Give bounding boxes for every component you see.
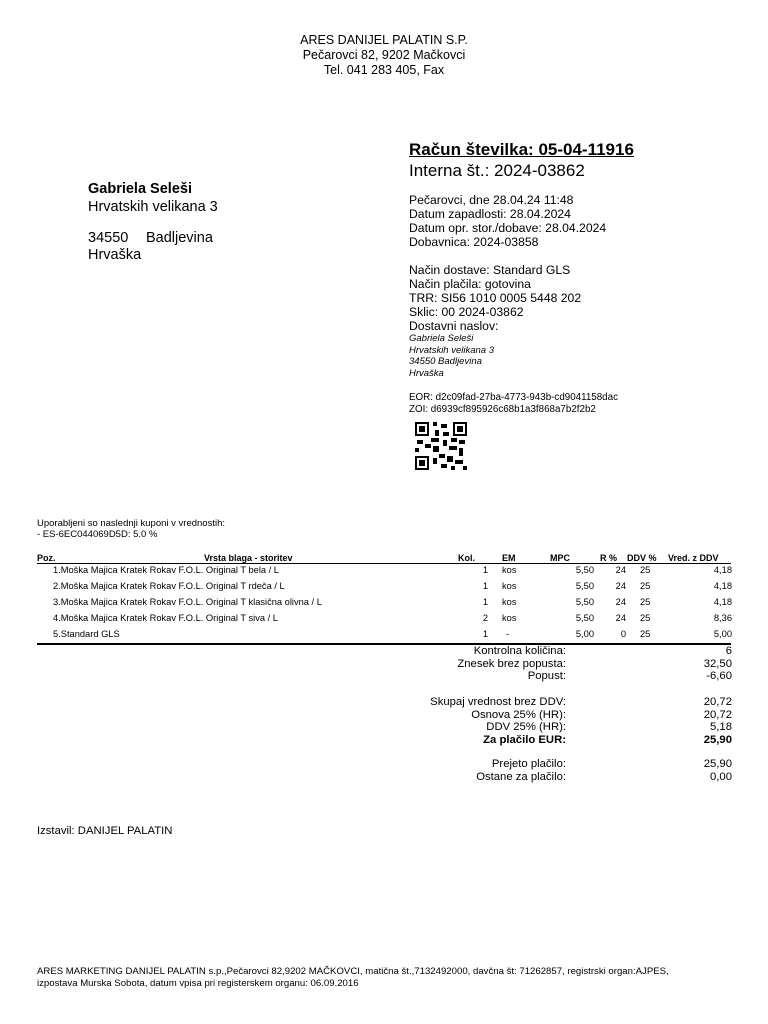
table-row-mpc: 5,50 <box>575 597 594 607</box>
total-label: Ostane za plačilo: <box>476 771 566 783</box>
date-line: Pečarovci, dne 28.04.24 11:48 <box>409 193 574 207</box>
table-row-kol: 2 <box>482 613 488 623</box>
delivery-line: 34550 Badljevina <box>409 356 482 367</box>
company-contact: Tel. 041 283 405, Fax <box>323 63 445 77</box>
table-row-r: 24 <box>615 565 626 575</box>
table-row-desc: 5.Standard GLS <box>53 629 120 639</box>
date-line: Datum opr. stor./dobave: 28.04.2024 <box>409 221 607 235</box>
table-row-kol: 1 <box>482 565 488 575</box>
invoice-number: Račun številka: 05-04-11916 <box>409 140 634 159</box>
date-line: Datum zapadlosti: 28.04.2024 <box>409 207 571 221</box>
company-name: ARES DANIJEL PALATIN S.P. <box>300 33 468 47</box>
table-row-mpc: 5,00 <box>575 629 594 639</box>
total-value: 20,72 <box>703 709 732 721</box>
customer-country: Hrvaška <box>88 247 142 263</box>
total-label: Skupaj vrednost brez DDV: <box>430 696 566 708</box>
table-row-r: 0 <box>620 629 626 639</box>
table-row-mpc: 5,50 <box>575 613 594 623</box>
customer-city: Badljevina <box>146 230 213 246</box>
payment-line: Dostavni naslov: <box>409 319 499 333</box>
footer <box>37 966 669 990</box>
table-row-desc: 3.Moška Majica Kratek Rokav F.O.L. Original T klasična olivna / L <box>53 597 322 607</box>
col-header-mpc: MPC <box>550 553 570 563</box>
customer-postal: 34550 <box>88 230 129 246</box>
payment-line: Način dostave: Standard GLS <box>409 263 571 277</box>
eor-code: EOR: d2c09fad-27ba-4773-943b-cd9041158dac <box>409 392 618 403</box>
delivery-line: Gabriela Seleši <box>409 333 474 344</box>
total-value: 0,00 <box>710 771 732 783</box>
col-header-poz: Poz. <box>37 553 56 563</box>
table-row-r: 24 <box>615 597 626 607</box>
table-row-em: - <box>506 629 510 639</box>
col-header-vred: Vred. z DDV <box>668 553 719 563</box>
table-row-ddv: 25 <box>640 613 651 623</box>
table-row-mpc: 5,50 <box>575 565 594 575</box>
total-payable-value: 25,90 <box>703 734 732 746</box>
col-header-em: EM <box>502 553 516 563</box>
table-row-r: 24 <box>615 613 626 623</box>
internal-number: Interna št.: 2024-03862 <box>409 161 585 180</box>
table-row-kol: 1 <box>482 581 488 591</box>
table-row-kol: 1 <box>482 629 488 639</box>
coupon-block <box>37 518 225 540</box>
table-row-ddv: 25 <box>640 597 651 607</box>
col-header-desc: Vrsta blaga - storitev <box>204 553 293 563</box>
payment-line: Sklic: 00 2024-03862 <box>409 305 524 319</box>
table-row-em: kos <box>502 613 517 623</box>
coupon-intro: Uporabljeni so naslednji kuponi v vrednostih: <box>37 518 226 529</box>
table-header-rule <box>37 563 731 564</box>
customer-name: Gabriela Seleši <box>88 181 192 197</box>
total-payable-label: Za plačilo EUR: <box>483 734 566 746</box>
customer-street: Hrvatskih velikana 3 <box>88 199 218 215</box>
table-row-desc: 1.Moška Majica Kratek Rokav F.O.L. Original T bela / L <box>53 565 279 575</box>
dates-block <box>409 193 606 249</box>
company-address: Pečarovci 82, 9202 Mačkovci <box>302 48 466 62</box>
footer-line: izpostava Murska Sobota, datum vpisa pri registerskem organu: 06.09.2016 <box>37 978 359 989</box>
total-value: 25,90 <box>703 758 732 770</box>
table-row-desc: 2.Moška Majica Kratek Rokav F.O.L. Original T rdeča / L <box>53 581 285 591</box>
col-header-kol: Kol. <box>458 553 475 563</box>
company-header <box>0 33 768 78</box>
table-row-em: kos <box>502 581 517 591</box>
total-value: 6 <box>725 645 732 657</box>
table-row-vred: 8,36 <box>713 613 732 623</box>
total-value: 5,18 <box>710 721 732 733</box>
qr-code-icon <box>415 422 467 470</box>
delivery-address <box>409 333 494 379</box>
total-label: Prejeto plačilo: <box>491 758 566 770</box>
table-row-em: kos <box>502 565 517 575</box>
delivery-line: Hrvatskih velikana 3 <box>409 344 495 356</box>
payment-line: TRR: SI56 1010 0005 5448 202 <box>409 291 582 305</box>
footer-line: ARES MARKETING DANIJEL PALATIN s.p.,Pečarovci 82,9202 MAČKOVCI, matična št.,7132492000, davčna št: 71262857, registrski organ:AJPES, <box>37 966 669 977</box>
total-label: DDV 25% (HR): <box>486 721 566 733</box>
total-label: Popust: <box>527 670 566 682</box>
table-row-vred: 4,18 <box>713 581 732 591</box>
total-value: 32,50 <box>703 658 732 670</box>
table-row-em: kos <box>502 597 517 607</box>
table-row-ddv: 25 <box>640 565 651 575</box>
col-header-r: R % <box>600 553 618 563</box>
total-label: Kontrolna količina: <box>473 645 566 657</box>
col-header-ddv: DDV % <box>627 553 657 563</box>
table-row-kol: 1 <box>482 597 488 607</box>
payment-block <box>409 263 581 333</box>
delivery-line: Hrvaška <box>409 367 444 379</box>
total-value: -6,60 <box>706 670 732 682</box>
zoi-code: ZOI: d6939cf895926c68b1a3f868a7b2f2b2 <box>409 404 596 415</box>
issuer: Izstavil: DANIJEL PALATIN <box>37 825 173 837</box>
table-row-ddv: 25 <box>640 581 651 591</box>
date-line: Dobavnica: 2024-03858 <box>409 235 539 249</box>
table-row-desc: 4.Moška Majica Kratek Rokav F.O.L. Original T siva / L <box>53 613 278 623</box>
table-row-vred: 4,18 <box>713 597 732 607</box>
table-row-vred: 4,18 <box>713 565 732 575</box>
table-row-mpc: 5,50 <box>575 581 594 591</box>
total-label: Znesek brez popusta: <box>457 658 566 670</box>
total-label: Osnova 25% (HR): <box>471 709 566 721</box>
table-row-r: 24 <box>615 581 626 591</box>
total-value: 20,72 <box>703 696 732 708</box>
table-row-vred: 5,00 <box>713 629 732 639</box>
coupon-item: - ES-6EC044069D5D: 5.0 % <box>37 529 158 540</box>
payment-line: Način plačila: gotovina <box>409 277 531 291</box>
table-row-ddv: 25 <box>640 629 651 639</box>
